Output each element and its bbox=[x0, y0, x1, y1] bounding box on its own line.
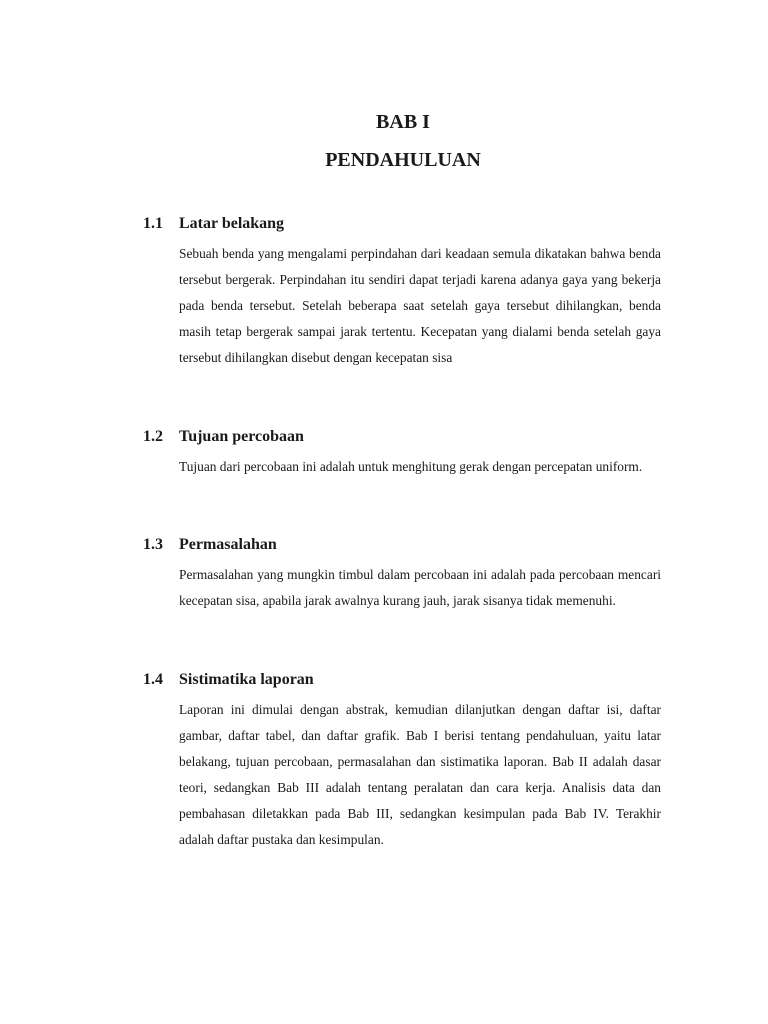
section-title: Sistimatika laporan bbox=[179, 671, 314, 688]
section-heading bbox=[143, 427, 661, 447]
section-heading bbox=[143, 214, 661, 234]
chapter-title: PENDAHULUAN bbox=[325, 149, 481, 171]
section-number: 1.4 bbox=[143, 671, 163, 688]
section-sistimatika-laporan bbox=[143, 670, 661, 853]
section-paragraph: Sebuah benda yang mengalami perpindahan dari keadaan semula dikatakan bahwa benda tersebut bergerak. Perpindahan itu sendiri dapat terjadi karena adanya gaya yang bekerja pada benda tersebut. Setelah beberapa saat setelah gaya tersebut dihilangkan, benda masih tetap bergerak sampai jarak tertentu. Kecepatan yang dialami benda setelah gaya tersebut dihilangkan disebut dengan kecepatan sisa bbox=[179, 246, 661, 365]
section-tujuan-percobaan bbox=[143, 427, 661, 480]
chapter-number: BAB I bbox=[376, 111, 430, 133]
section-title: Tujuan percobaan bbox=[179, 428, 304, 445]
section-heading bbox=[143, 535, 661, 555]
section-title: Permasalahan bbox=[179, 536, 277, 553]
section-number: 1.3 bbox=[143, 536, 163, 553]
section-number: 1.1 bbox=[143, 215, 163, 232]
section-paragraph: Tujuan dari percobaan ini adalah untuk menghitung gerak dengan percepatan uniform. bbox=[179, 459, 643, 474]
section-number: 1.2 bbox=[143, 428, 163, 445]
section-title: Latar belakang bbox=[179, 215, 285, 232]
section-heading bbox=[143, 670, 661, 690]
section-latar-belakang bbox=[143, 214, 661, 371]
section-permasalahan bbox=[143, 535, 661, 614]
section-paragraph: Permasalahan yang mungkin timbul dalam percobaan ini adalah pada percobaan mencari kecepatan sisa, apabila jarak awalnya kurang jauh, jarak sisanya tidak memenuhi. bbox=[179, 567, 661, 608]
section-paragraph: Laporan ini dimulai dengan abstrak, kemudian dilanjutkan dengan daftar isi, daftar gambar, daftar tabel, dan daftar grafik. Bab I berisi tentang pendahuluan, yaitu latar belakang, tujuan percobaan, permasalahan dan sistimatika laporan. Bab II adalah dasar teori, sedangkan Bab III adalah tentang peralatan dan cara kerja. Analisis data dan pembahasan diletakkan pada Bab III, sedangkan kesimpulan pada Bab IV. Terakhir adalah daftar pustaka dan kesimpulan. bbox=[179, 702, 661, 847]
